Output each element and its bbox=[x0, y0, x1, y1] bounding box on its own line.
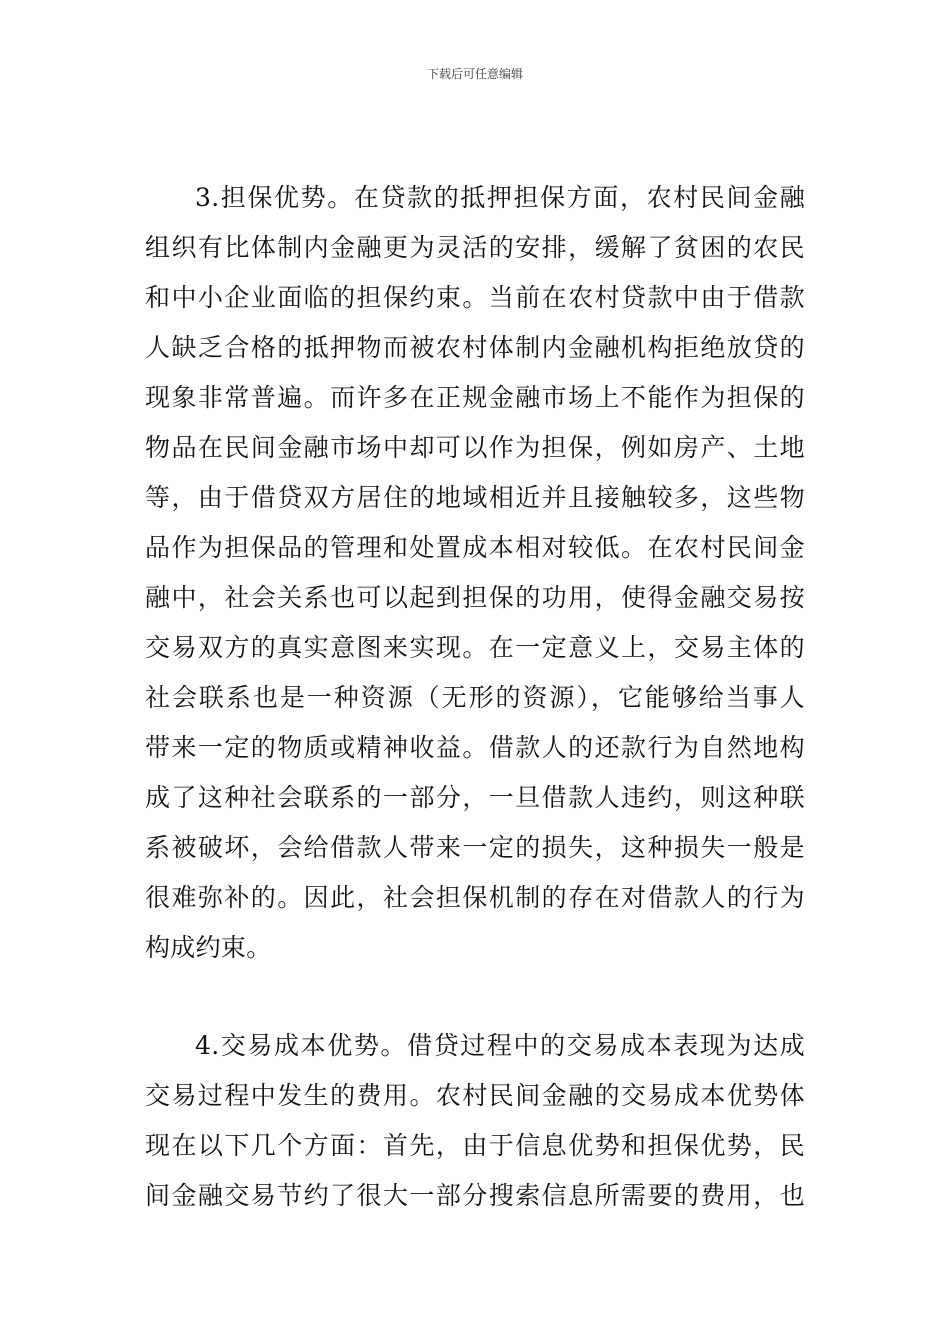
text-line: 系被破坏，会给借款人带来一定的损失，这种损失一般是 bbox=[145, 833, 805, 862]
text-line: 品作为担保品的管理和处置成本相对较低。在农村民间金 bbox=[145, 533, 805, 562]
text-line: 融中，社会关系也可以起到担保的功用，使得金融交易按 bbox=[145, 583, 805, 612]
page-header-note: 下载后可任意编辑 bbox=[426, 67, 523, 81]
text-line: 等，由于借贷双方居住的地域相近并且接触较多，这些物 bbox=[145, 483, 805, 512]
text-line: 人缺乏合格的抵押物而被农村体制内金融机构拒绝放贷的 bbox=[145, 333, 805, 362]
text-line: 物品在民间金融市场中却可以作为担保，例如房产、土地 bbox=[145, 433, 805, 462]
paragraph-transaction-cost-advantage bbox=[145, 1021, 805, 1221]
text-line: 现象非常普遍。而许多在正规金融市场上不能作为担保的 bbox=[145, 383, 805, 412]
text-line: 间金融交易节约了很大一部分搜索信息所需要的费用，也 bbox=[145, 1181, 805, 1210]
text-line: 很难弥补的。因此，社会担保机制的存在对借款人的行为 bbox=[145, 883, 805, 912]
paragraph-guarantee-advantage bbox=[145, 173, 805, 973]
text-line: 3.担保优势。在贷款的抵押担保方面，农村民间金融 bbox=[195, 183, 805, 212]
text-line: 构成约束。 bbox=[145, 933, 272, 962]
text-line: 带来一定的物质或精神收益。借款人的还款行为自然地构 bbox=[145, 733, 805, 762]
text-line: 组织有比体制内金融更为灵活的安排，缓解了贫困的农民 bbox=[145, 233, 805, 262]
text-line: 现在以下几个方面：首先，由于信息优势和担保优势，民 bbox=[145, 1131, 805, 1160]
text-line: 成了这种社会联系的一部分，一旦借款人违约，则这种联 bbox=[145, 783, 805, 812]
text-line: 交易双方的真实意图来实现。在一定意义上，交易主体的 bbox=[145, 633, 805, 662]
text-line: 4.交易成本优势。借贷过程中的交易成本表现为达成 bbox=[195, 1031, 805, 1060]
text-line: 社会联系也是一种资源（无形的资源），它能够给当事人 bbox=[145, 683, 805, 712]
text-line: 和中小企业面临的担保约束。当前在农村贷款中由于借款 bbox=[145, 283, 805, 312]
text-line: 交易过程中发生的费用。农村民间金融的交易成本优势体 bbox=[145, 1081, 805, 1110]
